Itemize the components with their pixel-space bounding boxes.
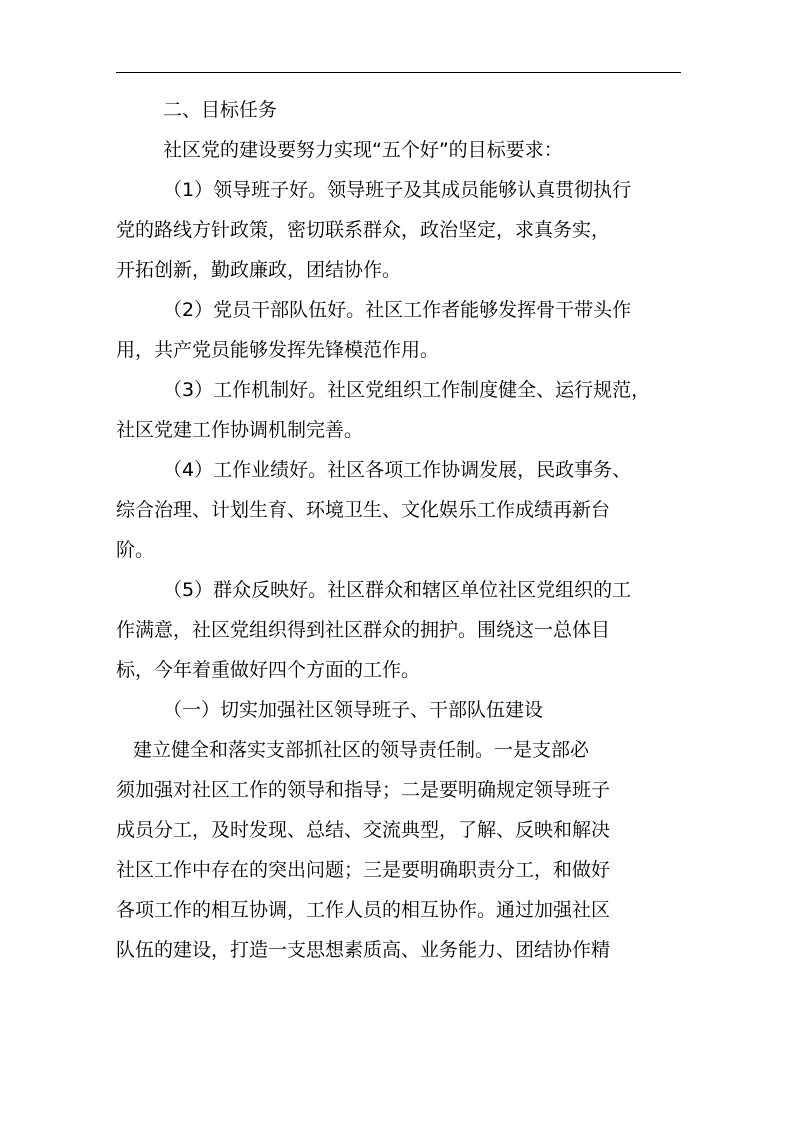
paragraph-line: （2）党员干部队伍好。社区工作者能够发挥骨干带头作 (163, 299, 632, 321)
paragraph-line: 队伍的建设，打造一支思想素质高、业务能力、团结协作精 (116, 939, 611, 961)
paragraph-line: 社区党的建设要努力实现“五个好”的目标要求： (163, 139, 563, 161)
paragraph-line: （1）领导班子好。领导班子及其成员能够认真贯彻执行 (163, 179, 632, 201)
paragraph-line: （5）群众反映好。社区群众和辖区单位社区党组织的工 (163, 579, 632, 601)
paragraph-line: 综合治理、计划生育、环境卫生、文化娱乐工作成绩再新台 (116, 499, 611, 521)
paragraph-line: 标，今年着重做好四个方面的工作。 (116, 659, 421, 681)
paragraph-line: 社区党建工作协调机制完善。 (116, 419, 364, 441)
paragraph-line: 建立健全和落实支部抓社区的领导责任制。一是支部必 (133, 739, 590, 761)
paragraph-line: （4）工作业绩好。社区各项工作协调发展，民政事务、 (163, 459, 632, 481)
paragraph-line: 作满意，社区党组织得到社区群众的拥护。围绕这一总体目 (116, 619, 611, 641)
paragraph-line: 须加强对社区工作的领导和指导；二是要明确规定领导班子 (116, 779, 611, 801)
document-body (116, 90, 681, 970)
paragraph-line: 用，共产党员能够发挥先锋模范作用。 (116, 339, 440, 361)
section-heading: 二、目标任务 (163, 99, 278, 121)
subsection-heading: （一）切实加强社区领导班子、干部队伍建设 (163, 699, 544, 721)
paragraph-line: （3）工作机制好。社区党组织工作制度健全、运行规范， (163, 379, 651, 401)
paragraph-line: 成员分工，及时发现、总结、交流典型，了解、反映和解决 (116, 819, 611, 841)
paragraph-line: 开拓创新，勤政廉政，团结协作。 (116, 259, 402, 281)
header-rule (116, 72, 681, 73)
paragraph-line: 党的路线方针政策，密切联系群众，政治坚定，求真务实， (116, 219, 611, 241)
paragraph-line: 社区工作中存在的突出问题；三是要明确职责分工，和做好 (116, 859, 611, 881)
paragraph-line: 各项工作的相互协调，工作人员的相互协作。通过加强社区 (116, 899, 611, 921)
paragraph-line: 阶。 (116, 539, 155, 561)
